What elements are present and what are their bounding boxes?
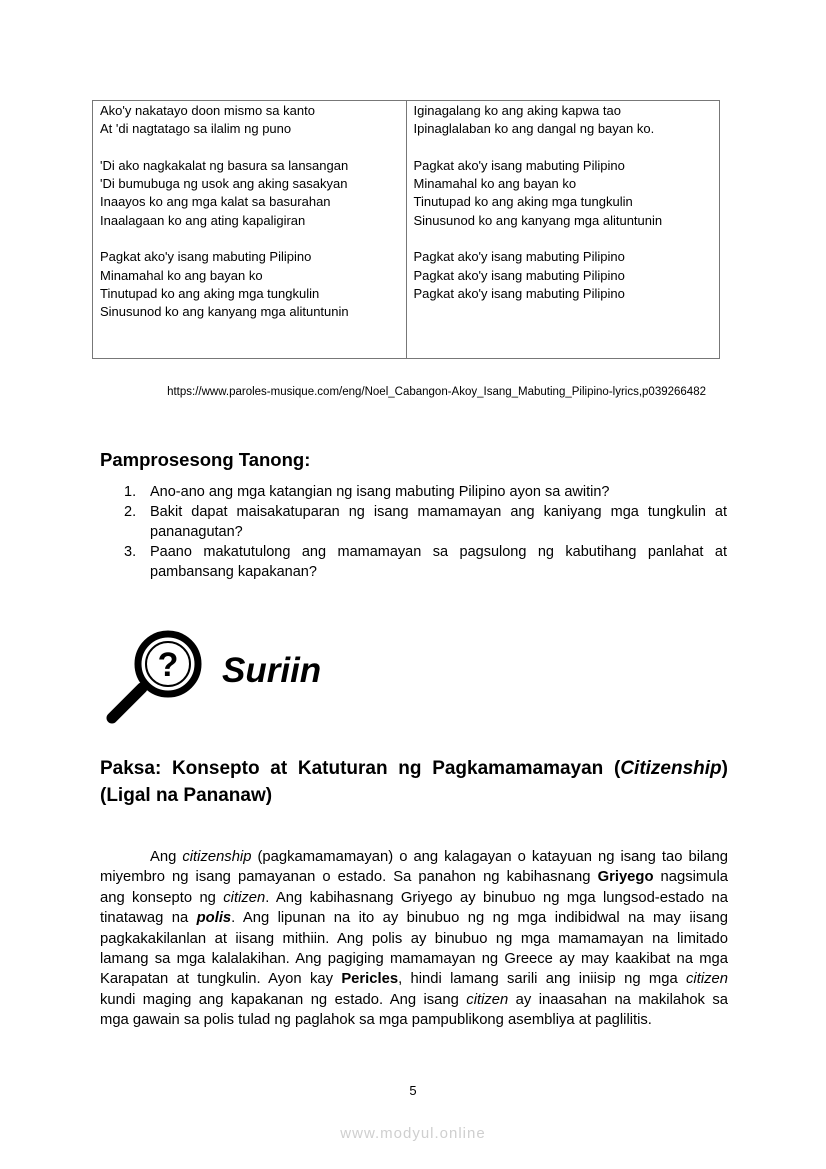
question-number: 1. (124, 484, 137, 500)
lyric-line: Minamahal ko ang bayan ko (100, 267, 263, 283)
question-item (124, 482, 727, 502)
topic-prefix: Paksa: Konsepto at Katuturan ng Pagkamamamayan ( (100, 758, 621, 779)
lyric-line: Pagkat ako'y isang mabuting Pilipino (413, 285, 625, 301)
emphasis-text: citizen (466, 991, 509, 1008)
text-segment: (pagkamamamayan) o ang kalagayan o katayuan ng isang tao bilang (251, 849, 728, 865)
lyric-line: Inaalagaan ko ang ating kapaligiran (100, 212, 306, 228)
questions-list (124, 482, 727, 582)
lyrics-column-left (93, 101, 406, 358)
text-segment: , hindi lamang sarili ang iniisip ng mga (398, 971, 687, 988)
paragraph-line (100, 990, 728, 1010)
lyric-line: Ipinaglalaban ko ang dangal ng bayan ko. (413, 121, 655, 137)
text-segment: Ang (150, 849, 183, 865)
body-paragraph (100, 847, 728, 1031)
text-segment: nagsimula (653, 869, 729, 886)
lyric-line: Tinutupad ko ang aking mga tungkulin (100, 285, 320, 301)
lyric-line: Ako'y nakatayo doon mismo sa kanto (100, 103, 315, 118)
text-segment: ang konsepto ng (100, 889, 224, 906)
text-segment: kundi maging ang kapakanan ng estado. Ang isang (100, 991, 467, 1008)
paragraph-line (100, 888, 728, 908)
emphasis-text: citizen (686, 971, 728, 988)
lyric-line: Pagkat ako'y isang mabuting Pilipino (100, 249, 312, 265)
lyric-line: 'Di ako nagkakalat ng basura sa lansangan (100, 157, 349, 173)
topic-heading (100, 755, 728, 782)
text-segment: miyembro ng isang pamayanan o estado. Sa panahon ng kabihasnang (100, 869, 598, 886)
question-item (124, 542, 727, 582)
lyric-line (100, 139, 399, 157)
question-text: Paano makatutulong ang mamamayan sa pagsulong ng kabutihang panlahat at pambansang kapakanan? (150, 544, 727, 580)
lyric-line (414, 139, 713, 157)
question-text: Bakit dapat maisakatuparan ng isang mamamayan ang kaniyang mga tungkulin at pananagutan? (150, 504, 727, 540)
paragraph-line (100, 969, 728, 989)
lyrics-column-right (406, 101, 720, 358)
lyrics-table (92, 100, 720, 359)
text-segment: Karapatan at tungkulin. Ayon kay (100, 971, 342, 988)
question-item (124, 502, 727, 542)
emphasis-text: polis (196, 910, 232, 927)
topic-heading-line2: (Ligal na Pananaw) (100, 785, 273, 806)
topic-italic: Citizenship (620, 758, 722, 779)
topic-suffix: ) (721, 758, 728, 779)
emphasis-text: citizen (223, 889, 266, 906)
text-segment: mga gawain sa polis tulad ng paglahok sa mga pampublikong asembliya at paglilitis. (100, 1012, 652, 1029)
lyric-line: 'Di bumubuga ng usok ang aking sasakyan (100, 176, 348, 192)
paragraph-line (100, 847, 728, 867)
lyric-line: Tinutupad ko ang aking mga tungkulin (413, 194, 633, 210)
emphasis-text: Griyego (597, 869, 654, 886)
lyric-line: At 'di nagtatago sa ilalim ng puno (100, 121, 292, 137)
lyric-line: Sinusunod ko ang kanyang mga alituntunin (413, 212, 663, 228)
source-url: https://www.paroles-musique.com/eng/Noel_Cabangon-Akoy_Isang_Mabuting_Pilipino-lyrics,p039266482 (167, 386, 706, 398)
lyric-line: Inaayos ko ang mga kalat sa basurahan (100, 194, 331, 210)
paragraph-line (100, 908, 728, 928)
text-segment: . Ang lipunan na ito ay binubuo ng ng mga indibidwal na may iisang (231, 910, 728, 927)
lyric-line: Pagkat ako'y isang mabuting Pilipino (413, 249, 625, 265)
emphasis-text: Pericles (341, 971, 399, 988)
lyric-line (414, 230, 713, 248)
lyric-line: Iginagalang ko ang aking kapwa tao (413, 103, 621, 118)
lyric-line (100, 230, 399, 248)
lyric-line: Sinusunod ko ang kanyang mga alituntunin (100, 304, 349, 320)
magnifier-question-icon (102, 630, 212, 725)
lyric-line: Pagkat ako'y isang mabuting Pilipino (413, 157, 625, 173)
questions-heading: Pamprosesong Tanong: (100, 449, 311, 470)
text-segment: lamang sa mga kalalakihan. Ang pagiging mamamayan ng Greece ay may kaakibat na mga (100, 950, 728, 967)
text-segment: ay inaasahan na makilahok sa (508, 991, 729, 1008)
watermark: www.modyul.online (340, 1125, 486, 1142)
paragraph-line (100, 949, 728, 969)
emphasis-text: citizenship (182, 849, 252, 865)
text-segment: pagkakakilanlan at iisang mithiin. Ang polis ay binubuo ng mga mamamayan na limitado (100, 930, 728, 947)
paragraph-line (100, 1010, 728, 1030)
section-title: Suriin (222, 651, 322, 690)
lyric-line: Pagkat ako'y isang mabuting Pilipino (413, 267, 625, 283)
question-text: Ano-ano ang mga katangian ng isang mabuting Pilipino ayon sa awitin? (150, 484, 610, 500)
question-number: 3. (124, 544, 137, 560)
lyric-line: Minamahal ko ang bayan ko (413, 176, 577, 192)
text-segment: . Ang kabihasnang Griyego ay binubuo ng mga lungsod-estado na (265, 889, 728, 906)
page-number: 5 (409, 1083, 417, 1098)
svg-text:?: ? (157, 646, 179, 684)
text-segment: tinatawag na (100, 910, 197, 927)
paragraph-line (100, 867, 728, 887)
question-number: 2. (124, 504, 137, 520)
paragraph-line (100, 929, 728, 949)
